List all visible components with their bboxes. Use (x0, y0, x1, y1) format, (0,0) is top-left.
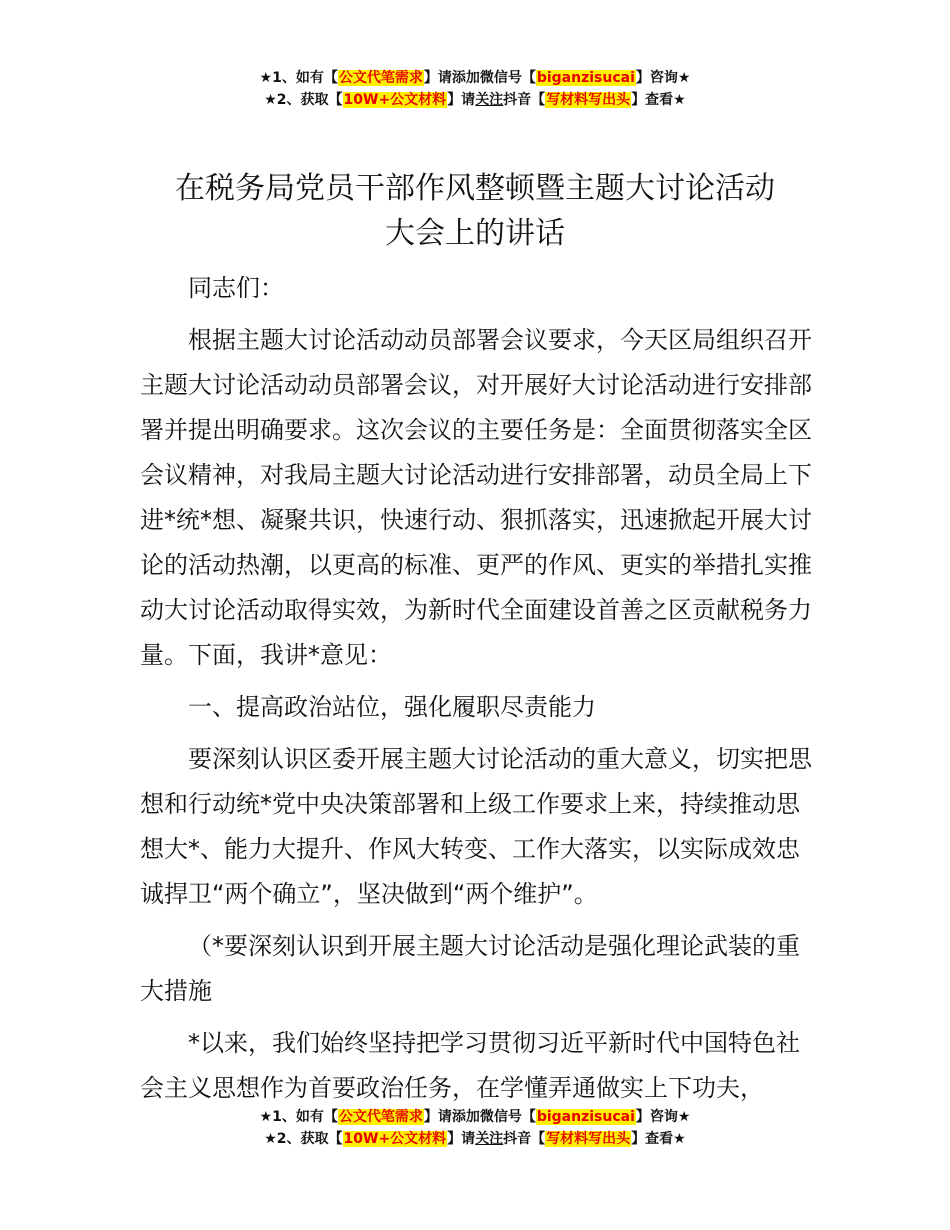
banner-highlight-wechat-id: biganzisucai (536, 1109, 635, 1125)
subsection-heading: （*要深刻认识到开展主题大讨论活动是强化理论武装的重大措施 (140, 932, 800, 1005)
banner-line-2-middle2: 抖音【 (503, 1131, 546, 1147)
header-ad-banner (0, 67, 950, 111)
banner-line-1-prefix: ★1、如有【 (259, 70, 338, 86)
banner-line-2-prefix: ★2、获取【 (264, 92, 343, 108)
body-paragraph: 根据主题大讨论活动动员部署会议要求，今天区局组织召开主题大讨论活动动员部署会议，对开展好大讨论活动进行安排部署并提出明确要求。这次会议的主要任务是：全面贯彻落实全区会议精神，对我局主题大讨论活动进行安排部署，动员全局上下进*统*想、凝聚共识，快速行动、狠抓落实，迅速掀起开展大讨论的活动热潮，以更高的标准、更严的作风、更实的举措扎实推动大讨论活动取得实效，为新时代全面建设首善之区贡献税务力量。下面，我讲*意见： (140, 326, 812, 669)
banner-line-1-suffix: 】咨询★ (635, 70, 691, 86)
document-title (100, 166, 850, 256)
document-body (140, 266, 812, 1118)
banner-line-1-middle: 】请添加微信号【 (423, 1109, 536, 1125)
salutation: 同志们： (188, 274, 284, 302)
banner-line-2-suffix: 】查看★ (631, 1131, 686, 1147)
body-paragraph: *以来，我们始终坚持把学习贯彻习近平新时代中国特色社会主义思想作为首要政治任务，在学懂弄通做实上下功夫， (140, 1029, 800, 1102)
banner-line-2 (0, 1128, 950, 1150)
banner-highlight-materials: 10W+公文材料 (343, 1131, 447, 1147)
banner-underlined-follow: 关注 (475, 1131, 504, 1147)
title-line-1: 在税务局党员干部作风整顿暨主题大讨论活动 (175, 171, 775, 206)
banner-line-2-middle1: 】请 (447, 92, 476, 108)
banner-line-1-suffix: 】咨询★ (635, 1109, 691, 1125)
banner-highlight-materials: 10W+公文材料 (343, 92, 447, 108)
banner-line-1-prefix: ★1、如有【 (259, 1109, 338, 1125)
banner-line-1-middle: 】请添加微信号【 (423, 70, 536, 86)
banner-line-1 (0, 67, 950, 89)
banner-line-2-prefix: ★2、获取【 (264, 1131, 343, 1147)
banner-underlined-follow: 关注 (475, 92, 504, 108)
title-line-2: 大会上的讲话 (385, 216, 565, 251)
footer-ad-banner (0, 1106, 950, 1150)
banner-line-1 (0, 1106, 950, 1128)
banner-line-2 (0, 89, 950, 111)
banner-highlight-wechat-id: biganzisucai (536, 70, 635, 86)
body-paragraph: 要深刻认识区委开展主题大讨论活动的重大意义，切实把思想和行动统*党中央决策部署和上级工作要求上来，持续推动思想大*、能力大提升、作风大转变、工作大落实，以实际成效忠诚捍卫“两个确立”，坚决做到“两个维护”。 (140, 745, 812, 908)
banner-highlight-ghostwriting: 公文代笔需求 (338, 70, 423, 86)
banner-line-2-middle2: 抖音【 (503, 92, 546, 108)
banner-highlight-ghostwriting: 公文代笔需求 (338, 1109, 423, 1125)
banner-line-2-suffix: 】查看★ (631, 92, 686, 108)
banner-highlight-douyin: 写材料写出头 (546, 1131, 631, 1147)
section-heading: 一、提高政治站位，强化履职尽责能力 (188, 693, 596, 721)
banner-highlight-douyin: 写材料写出头 (546, 92, 631, 108)
banner-line-2-middle1: 】请 (447, 1131, 476, 1147)
